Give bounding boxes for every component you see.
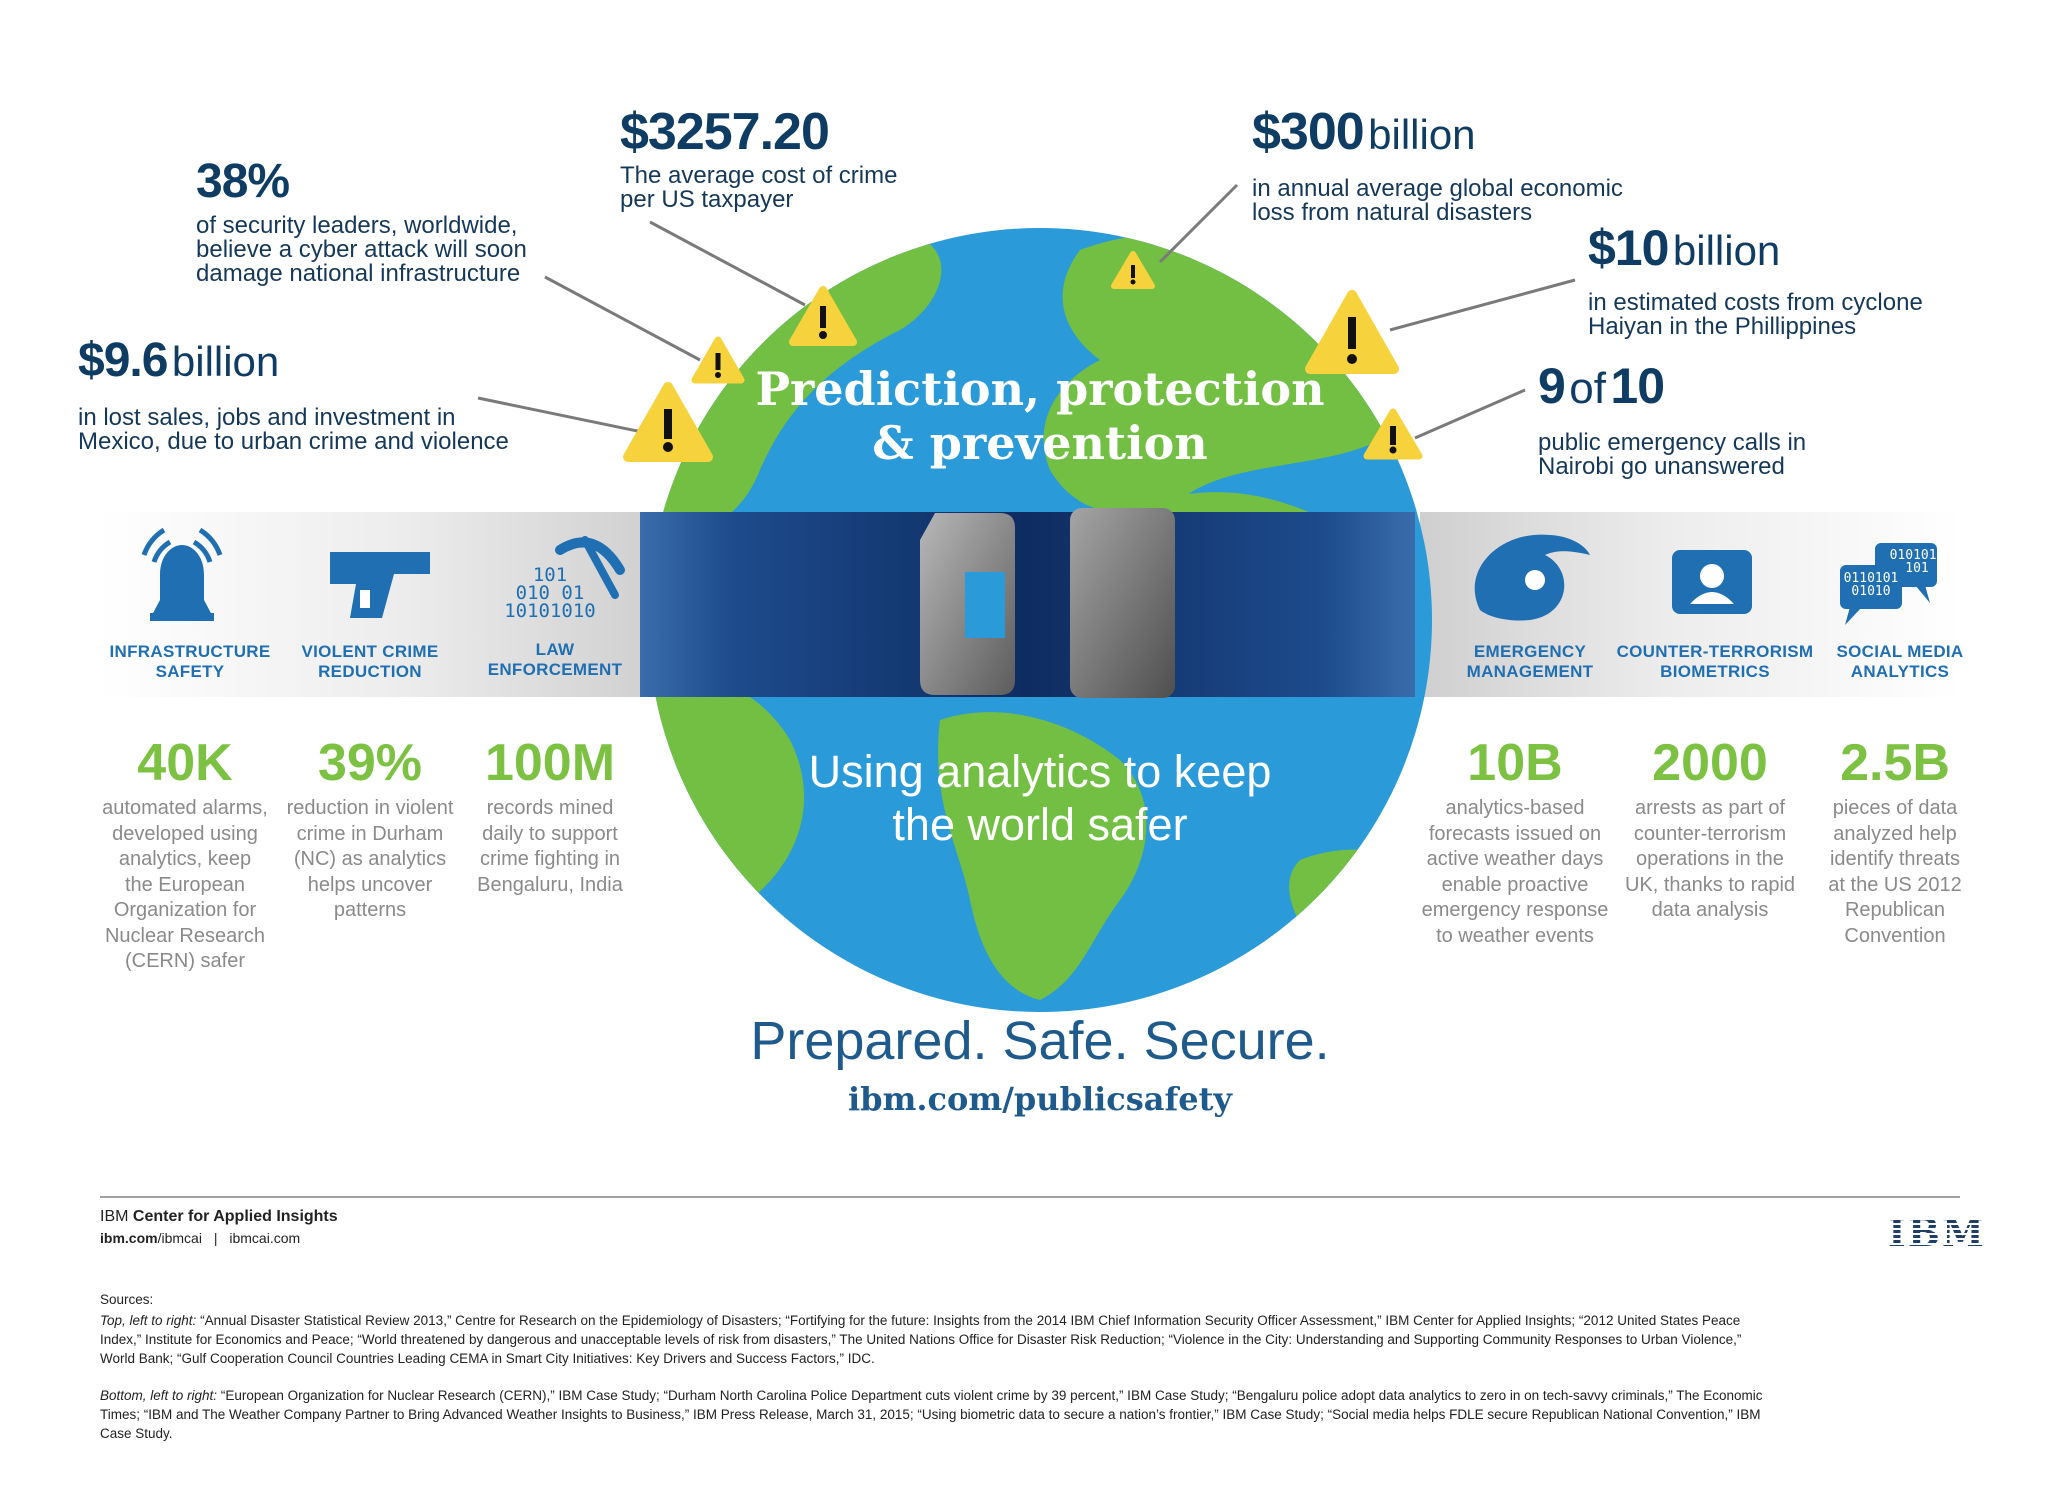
callout-desc: in annual average global economic [1252, 175, 1623, 202]
seat-belt [640, 512, 1415, 697]
category-label-social-media: SOCIAL MEDIA ANALYTICS [1836, 642, 1964, 681]
stat-value: 39% [317, 734, 423, 792]
callout-mexico [78, 335, 509, 454]
callout-desc: believe a cyber attack will soon [196, 236, 527, 263]
callout-desc: Haiyan in the Phillippines [1588, 313, 1857, 340]
callout-value: $9.6 [78, 334, 168, 387]
bubble-binary-back: 0101010 101 [1889, 548, 1945, 576]
callout-of: of [1569, 364, 1606, 413]
stat-desc: automated alarms, developed using analytics, keep the European Organization for Nuclear Research (CERN) safer [102, 797, 268, 972]
footer-org: IBM Center for Applied Insights [100, 1208, 338, 1225]
stat-durham [280, 735, 460, 924]
ibmcai-com-link[interactable]: ibmcai.com [229, 1230, 301, 1246]
stat-cern [90, 735, 280, 975]
bubble-binary-front: 0110101 01010 [1843, 571, 1899, 599]
ibm-logo: IBM [1888, 1210, 1986, 1255]
callout-cyber [196, 156, 527, 286]
biometric-id-icon [1672, 550, 1752, 614]
stat-desc: analytics-based forecasts issued on active weather days enable proactive emergency response to weather events [1421, 797, 1609, 947]
category-label-law: LAW ENFORCEMENT [487, 640, 623, 679]
callout-desc: public emergency calls in [1538, 429, 1807, 456]
center-subtitle [740, 745, 1340, 851]
tagline: Prepared. Safe. Secure. [750, 1011, 1330, 1071]
stat-uk-arrests [1610, 735, 1810, 924]
category-label-emergency: EMERGENCY MANAGEMENT [1466, 642, 1594, 681]
callout-value-2: 10 [1610, 358, 1665, 414]
center-title [720, 362, 1360, 470]
center-title-line-1: Prediction, protection [755, 362, 1325, 416]
sources-heading: Sources: [100, 1292, 154, 1307]
callout-desc: The average cost of crime [620, 162, 898, 189]
category-label-violent-crime: VIOLENT CRIME REDUCTION [301, 642, 439, 681]
callout-cyclone [1588, 222, 1923, 339]
callout-value: $10 [1588, 220, 1669, 276]
callout-desc: of security leaders, worldwide, [196, 212, 518, 239]
callout-crime-cost [620, 104, 897, 212]
warning-icon [1310, 295, 1394, 369]
callout-desc: Mexico, due to urban crime and violence [78, 428, 509, 455]
center-subtitle-line-1: Using analytics to keep [808, 746, 1272, 797]
callout-unit: billion [1368, 111, 1476, 158]
stat-value: 100M [484, 734, 616, 792]
callout-desc: per US taxpayer [620, 186, 794, 213]
footer-divider [100, 1196, 1960, 1198]
sources-top: Top, left to right: “Annual Disaster Statistical Review 2013,” Centre for Research on the Epidemiology of Disasters; “Fortifying for the future: Insights from the 2014 IBM Chief Information Security Officer Assessment,” IBM Center for Applied Insights; “2012 United States Peace Index,” Institute for Economics and Peace; “World threatened by dangerous and unacceptable levels of risk from disasters,” The United Nations Office for Disaster Risk Reduction; “Violence in the City: Understanding and Supporting Community Responses to Urban Violence,” World Bank; “Gulf Cooperation Council Countries Leading CEMA in Smart City Initiatives: Key Drivers and Success Factors,” IDC. [100, 1313, 1742, 1366]
law-binary: 101 010 01 10101010 [504, 564, 596, 622]
center-subtitle-line-2: the world safer [892, 799, 1188, 850]
stat-value: 10B [1467, 734, 1563, 792]
category-label-counter-terrorism: COUNTER-TERRORISM BIOMETRICS [1616, 642, 1814, 681]
callout-nairobi [1538, 360, 1806, 479]
warning-icon [628, 387, 708, 457]
callout-desc: loss from natural disasters [1252, 199, 1533, 226]
stat-weather [1415, 735, 1615, 949]
stat-desc: pieces of data analyzed help identify threats at the US 2012 Republican Convention [1828, 797, 1962, 947]
callout-desc: in lost sales, jobs and investment in [78, 404, 456, 431]
ibmcai-link[interactable]: ibm.com/ibmcai [100, 1230, 202, 1246]
sources [100, 1290, 1780, 1461]
stat-bengaluru [465, 735, 635, 898]
callout-desc: Nairobi go unanswered [1538, 453, 1785, 480]
stat-value: 2.5B [1840, 734, 1950, 792]
stat-value: 2000 [1652, 734, 1768, 792]
callout-value: 38% [196, 155, 290, 208]
sources-bottom: Bottom, left to right: “European Organization for Nuclear Research (CERN),” IBM Case Study; “Durham North Carolina Police Department cuts violent crime by 39 percent,” IBM Case Study; “Bengaluru police adopt data analytics to zero in on tech-savvy criminals,” The Economic Times; “IBM and The Weather Company Partner to Bring Advanced Weather Insights to Business,” IBM Press Release, March 31, 2015; “Using biometric data to secure a nation’s frontier,” IBM Case Study; “Social media helps FDLE secure Republican National Convention,” IBM Case Study. [100, 1388, 1763, 1441]
callout-value: $3257.20 [620, 103, 829, 161]
stat-value: 40K [137, 734, 233, 792]
center-title-line-2: & prevention [872, 416, 1208, 470]
stat-desc: reduction in violent crime in Durham (NC) as analytics helps uncover patterns [286, 797, 454, 921]
stat-desc: arrests as part of counter-terrorism operations in the UK, thanks to rapid data analysis [1624, 797, 1796, 921]
stat-convention [1815, 735, 1975, 949]
callout-unit: billion [1672, 227, 1781, 274]
callout-value: $300 [1252, 103, 1364, 161]
callout-disasters [1252, 104, 1623, 225]
category-label-infrastructure: INFRASTRUCTURE SAFETY [109, 642, 271, 681]
callout-unit: billion [171, 338, 280, 385]
footer-links: ibm.com/ibmcai | ibmcai.com [100, 1230, 301, 1246]
publicsafety-link[interactable]: ibm.com/publicsafety [848, 1080, 1232, 1118]
callout-desc: in estimated costs from cyclone [1588, 289, 1923, 316]
callout-value: 9 [1538, 358, 1565, 414]
stat-desc: records mined daily to support crime fighting in Bengaluru, India [477, 797, 623, 896]
callout-desc: damage national infrastructure [196, 260, 521, 287]
